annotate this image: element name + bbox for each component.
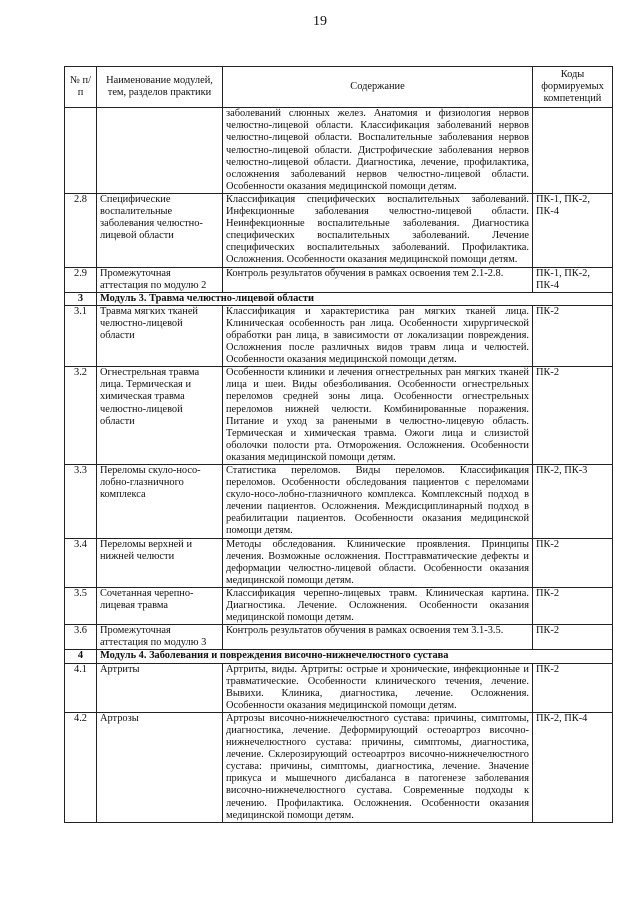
table-row [65,108,613,194]
row-codes: ПК-2 [533,305,613,366]
module-header-row [65,292,613,305]
row-content: Контроль результатов обучения в рамках освоения тем 3.1-3.5. [223,625,533,650]
row-num: 2.8 [65,193,97,267]
row-name: Огнестрельная травма лица. Термическая и химическая травма челюстно-лицевой области [97,367,223,465]
row-codes: ПК-1, ПК-2, ПК-4 [533,193,613,267]
row-codes: ПК-2, ПК-4 [533,712,613,822]
row-content: Артриты, виды. Артриты: острые и хронические, инфекционные и травматические. Особенности клинического течения, лечение. Вывихи. Клиника, диагностика, лечение. Осложнения. Особенности оказания медицинской помощи детям. [223,663,533,712]
row-codes: ПК-1, ПК-2, ПК-4 [533,267,613,292]
header-num: № п/п [65,67,97,108]
row-num: 3.4 [65,538,97,587]
header-codes: Коды формируемых компетенций [533,67,613,108]
row-num: 3.5 [65,587,97,624]
table-header-row [65,67,613,108]
module-title: Модуль 3. Травма челюстно-лицевой области [97,292,613,305]
row-content: Методы обследования. Клинические проявления. Принципы лечения. Возможные осложнения. Посттравматические дефекты и деформации челюстно-лицевой области. Особенности оказания медицинской помощи детям. [223,538,533,587]
header-content: Содержание [223,67,533,108]
row-num: 4.2 [65,712,97,822]
row-name: Артриты [97,663,223,712]
row-num [65,108,97,194]
row-content: Классификация и характеристика ран мягких тканей лица. Клиническая особенность ран лица. Особенности хирургической обработки ран лица, в зависимости от локализации повреждения. Осложнения после различных видов травм лица и челюстей. Особенности оказания медицинской помощи детям. [223,305,533,366]
row-num: 3.1 [65,305,97,366]
row-num: 3.6 [65,625,97,650]
page-number: 19 [313,14,327,29]
row-num: 3.2 [65,367,97,465]
row-name: Сочетанная черепно-лицевая травма [97,587,223,624]
header-name: Наименование модулей, тем, разделов практики [97,67,223,108]
table-row [65,465,613,539]
curriculum-table [64,66,613,823]
row-content: Особенности клиники и лечения огнестрельных ран мягких тканей лица и шеи. Виды обезболивания. Особенности огнестрельных переломов средней зоны лица. Особенности огнестрельных переломов нижней челюсти. Комбинированные поражения. Питание и уход за ранеными в челюстно-лицевую область. Термическая и химическая травма. Ожоги лица и слизистой оболочки полости рта. Отморожения. Осложнения. Особенности оказания медицинской помощи детям. [223,367,533,465]
row-name: Переломы верхней и нижней челюсти [97,538,223,587]
row-codes: ПК-2 [533,587,613,624]
table-row [65,367,613,465]
row-codes: ПК-2, ПК-3 [533,465,613,539]
row-name: Специфические воспалительные заболевания челюстно-лицевой области [97,193,223,267]
table-row [65,305,613,366]
module-num: 4 [65,650,97,663]
row-content: заболеваний слюнных желез. Анатомия и физиология нервов челюстно-лицевой области. Классификация заболеваний нервов челюстно-лицевой области. Воспалительные заболевания нервов челюстно-лицевой области. Дистрофические заболевания нервов челюстно-лицевой области. Диагностика, лечение, профилактика, осложнения заболеваний нервов челюстно-лицевой области. Особенности оказания медицинской помощи детям. [223,108,533,194]
row-codes: ПК-2 [533,538,613,587]
table-row [65,193,613,267]
row-codes [533,108,613,194]
table-row [65,538,613,587]
table-row [65,267,613,292]
row-name: Артрозы [97,712,223,822]
row-name: Промежуточная аттестация по модулю 3 [97,625,223,650]
row-content: Статистика переломов. Виды переломов. Классификация переломов. Особенности обследования пациентов с переломами скуло-носо-лобно-глазничного комплекса. Комплексный подход в лечении пациентов. Осложнения. Междисциплинарный подход в реабилитации пациентов. Особенности оказания медицинской помощи детям. [223,465,533,539]
table-row [65,663,613,712]
row-content: Классификация черепно-лицевых травм. Клиническая картина. Диагностика. Лечение. Осложнения. Особенности оказания медицинской помощи детям. [223,587,533,624]
row-codes: ПК-2 [533,625,613,650]
module-num: 3 [65,292,97,305]
row-codes: ПК-2 [533,367,613,465]
row-name: Травма мягких тканей челюстно-лицевой области [97,305,223,366]
row-name: Переломы скуло-носо-лобно-глазничного комплекса [97,465,223,539]
row-num: 2.9 [65,267,97,292]
table-row [65,712,613,822]
row-content: Артрозы височно-нижнечелюстного сустава: причины, симптомы, диагностика, лечение. Деформирующий остеоартроз височно-нижнечелюстного сустава: причины, симптомы, диагностика, лечение. Склерозирующий остеоартроз височно-нижнечелюстного сустава: причины, симптомы, диагностика, лечение. Значение прикуса и мышечного дисбаланса в патогенезе заболевания височно-нижнечелюстного сустава. Современные подходы к лечению. Профилактика. Осложнения. Особенности оказания медицинской помощи детям. [223,712,533,822]
module-title: Модуль 4. Заболевания и повреждения височно-нижнечелюстного сустава [97,650,613,663]
table-row [65,587,613,624]
row-content: Контроль результатов обучения в рамках освоения тем 2.1-2.8. [223,267,533,292]
table-row [65,625,613,650]
row-content: Классификация специфических воспалительных заболеваний. Инфекционные заболевания челюстно-лицевой области. Неинфекционные воспалительные заболевания. Диагностика специфических воспалительных заболеваний. Лечение специфических воспалительных заболеваний. Профилактика. Осложнения. Особенности оказания медицинской помощи детям. [223,193,533,267]
row-name: Промежуточная аттестация по модулю 2 [97,267,223,292]
row-codes: ПК-2 [533,663,613,712]
row-name [97,108,223,194]
row-num: 3.3 [65,465,97,539]
module-header-row [65,650,613,663]
row-num: 4.1 [65,663,97,712]
